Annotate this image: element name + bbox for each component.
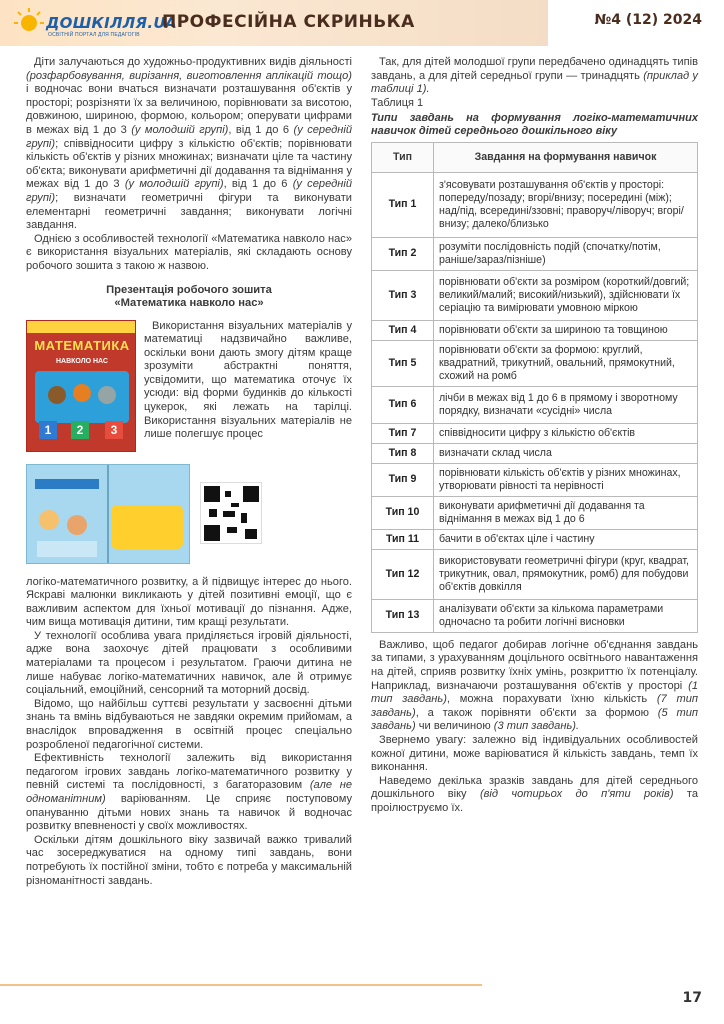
paragraph: Діти залучаються до художньо-продуктивних видів діяльності (розфарбовування, вирізання, виготовлення аплікацій тощо) і водночас вони вчаться визначати розташування об'єктів у просторі; розрізняти їх за величиною, порівнювати за висотою, довжиною, шириною, формою, кольором; оперувати цифрами в межах від 1 до 3 (у молодшій групі), від 1 до 6 (у середній групі); співвідносити цифру з кількістю об'єктів; порівнювати кількість об'єктів у різних множинах; визначати ціле та частину об'єкта; виконувати арифметичні дії додавання та віднімання у межах від 1 до 3 (у молодшій групі), від 1 до 6 (у середній групі); визначати геометричні фігури та виконувати елементарні геометричні завдання; виконувати логічні завдання.	[26, 56, 352, 232]
paragraph: логіко-математичного розвитку, а й підвищує інтерес до нього. Яскраві малюнки викликають у дітей позитивні емоції, що є важливим аспектом для їхньої мотивації до пізнання. Адже, чим вища мотивація дитини, тим кращі результати.	[26, 575, 352, 629]
task-description-cell: розуміти послідовність подій (спочатку/потім, раніше/зараз/пізніше)	[434, 237, 698, 270]
table-row	[372, 237, 698, 270]
sun-logo-icon	[14, 6, 48, 40]
dоshkillia-logo	[14, 4, 178, 42]
book-presentation	[26, 318, 352, 460]
paragraph: Наведемо декілька зразків завдань для дітей середнього дошкільного віку (від чотирьох до п'яти років) та проілюструємо їх.	[371, 774, 698, 814]
book-cover-title: МАТЕМАТИКА	[34, 337, 130, 353]
task-type-cell: Тип 13	[372, 599, 434, 632]
book-open-row	[26, 464, 352, 576]
task-description-cell: порівнювати об'єкти за шириною та товщиною	[434, 320, 698, 340]
paragraph: Ефективність технології залежить від використання педагогом ігрових завдань логіко-математичного розвитку у певній системі та послідовності, з багаторазовим (але не одноманітним) варіюванням. Це сприяє поступовому опануванню дітьми нових знань та навичок й водночас розвитку впевненості у своїх можливостях.	[26, 752, 352, 833]
task-description-cell: лічби в межах від 1 до 6 в прямому і зворотному порядку, визначати «сусідні» числа	[434, 386, 698, 423]
task-description-cell: бачити в об'єктах ціле і частину	[434, 529, 698, 549]
paragraph: Використання візуальних матеріалів у математиці надзвичайно важливе, оскільки вони дають змогу дітям краще зрозуміти абстрактні поняття, усвідомити, що математика оточує їх усюди: від форми будинків до кількості цукерок, які лежать на тарілці. Використання візуальних матеріалів не лише полегшує процес	[144, 319, 352, 441]
presentation-heading: Презентація робочого зошита «Математика навколо нас»	[106, 283, 272, 309]
task-type-cell: Тип 7	[372, 423, 434, 443]
table-row	[372, 496, 698, 529]
table-row	[372, 463, 698, 496]
task-description-cell: порівнювати кількість об'єктів у різних множинах, утворювати рівності та нерівності	[434, 463, 698, 496]
paragraph: Однією з особливостей технології «Математика навколо нас» є використання візуальних матеріалів, які складають основу робочого зошита з такою ж назвою.	[26, 232, 352, 272]
paragraph: Так, для дітей молодшої групи передбачено одинадцять типів завдань, а для дітей середньої групи — тринадцять (приклад у таблиці 1).	[371, 56, 698, 96]
left-column	[26, 56, 352, 888]
page-number: 17	[682, 990, 702, 1006]
header-task: Завдання на формування навичок	[434, 142, 698, 172]
logo-text: ДОШКІЛЛЯ.UA	[46, 14, 178, 32]
table-row	[372, 172, 698, 237]
task-type-cell: Тип 12	[372, 549, 434, 599]
table-row	[372, 320, 698, 340]
table-row	[372, 386, 698, 423]
issue-number: №4 (12) 2024	[594, 12, 702, 28]
task-type-cell: Тип 9	[372, 463, 434, 496]
footer-divider	[0, 984, 482, 986]
section-title: ПРОФЕСІЙНА СКРИНЬКА	[162, 12, 415, 32]
table-title: Типи завдань на формування логіко-математичних навичок дітей середнього дошкільного віку	[371, 111, 698, 137]
table-row	[372, 270, 698, 320]
table-header-row	[372, 142, 698, 172]
paragraph: У технології особлива увага приділяється ігровій діяльності, адже вона заохочує дітей працювати з особливими матеріалами та процесом і результатом. Граючи дитина не лише набуває логіко-математичних навичок, але й отримує соціальний, емоційний, сенсорний та моторний досвід.	[26, 629, 352, 697]
task-type-cell: Тип 11	[372, 529, 434, 549]
book-cover-subtitle: НАВКОЛО НАС	[55, 357, 108, 365]
page-header	[0, 0, 724, 46]
task-description-cell: використовувати геометричні фігури (круг, квадрат, трикутник, овал, прямокутник, ромб) для побудови об'єктів довкілля	[434, 549, 698, 599]
task-type-cell: Тип 10	[372, 496, 434, 529]
paragraph: Оскільки дітям дошкільного віку зазвичай важко тривалий час зосереджуватися на одному типі завдань, вони потребують їх постійної зміни, тобто є потреба у максимальній різноманітності завдань.	[26, 833, 352, 887]
paragraph: Важливо, щоб педагог добирав логічне об'єднання завдань за типами, з урахуванням доцільного освітнього навантаження на дітей, сприяв розвитку їхніх умінь, розкриттю їх потенціалу. Наприклад, визначаючи розташування об'єктів у просторі (1 тип завдань), можна порахувати їхню кількість (7 тип завдань), а також порівняти об'єкти за формою (5 тип завдань) чи величиною (3 тип завдань).	[371, 638, 698, 733]
task-type-cell: Тип 4	[372, 320, 434, 340]
workbook-cover-image: МАТЕМАТИКА НАВКОЛО НАС 1 2 3	[26, 320, 136, 452]
task-description-cell: виконувати арифметичні дії додавання та віднімання в межах від 1 до 6	[434, 496, 698, 529]
table-row	[372, 529, 698, 549]
right-column	[371, 56, 698, 816]
table-row	[372, 549, 698, 599]
workbook-spread-image	[26, 464, 190, 564]
task-type-cell: Тип 8	[372, 443, 434, 463]
task-description-cell: порівнювати об'єкти за формою: круглий, квадратний, трикутний, овальний, прямокутний, схожий на ромб	[434, 340, 698, 386]
table-row	[372, 340, 698, 386]
table-row	[372, 423, 698, 443]
task-type-cell: Тип 5	[372, 340, 434, 386]
table-row	[372, 599, 698, 632]
task-description-cell: співвідносити цифру з кількістю об'єктів	[434, 423, 698, 443]
task-types-table	[371, 142, 698, 633]
task-type-cell: Тип 3	[372, 270, 434, 320]
task-description-cell: з'ясовувати розташування об'єктів у просторі: попереду/позаду; вгорі/внизу; посередині (між); над/під, всередині/ззовні; праворуч/ліворуч; вгорі/внизу; далеко/близько	[434, 172, 698, 237]
paragraph: Звернемо увагу: залежно від індивідуальних особливостей кожної дитини, може варіюватися й кількість завдань, темп їх виконання.	[371, 733, 698, 774]
table-caption: Таблиця 1	[371, 96, 424, 109]
header-type: Тип	[372, 142, 434, 172]
task-description-cell: порівнювати об'єкти за розміром (короткий/довгий; великий/малий; високий/низький), здійснювати їх серіацію та вимірювати умовною міркою	[434, 270, 698, 320]
qr-code[interactable]	[200, 482, 262, 544]
task-description-cell: визначати склад числа	[434, 443, 698, 463]
paragraph: Відомо, що найбільш суттєві результати у засвоєнні дітьми знань та вмінь відбуваються не завдяки окремим прийомам, а внаслідок впровадження в освітній процес спеціально розробленої педагогічної системи.	[26, 697, 352, 751]
task-description-cell: аналізувати об'єкти за кількома параметрами одночасно та робити логічні висновки	[434, 599, 698, 632]
table-row	[372, 443, 698, 463]
task-type-cell: Тип 1	[372, 172, 434, 237]
bus-illustration	[111, 505, 183, 549]
task-type-cell: Тип 6	[372, 386, 434, 423]
task-type-cell: Тип 2	[372, 237, 434, 270]
logo-subtext: ОСВІТНІЙ ПОРТАЛ ДЛЯ ПЕДАГОГІВ	[48, 32, 140, 38]
